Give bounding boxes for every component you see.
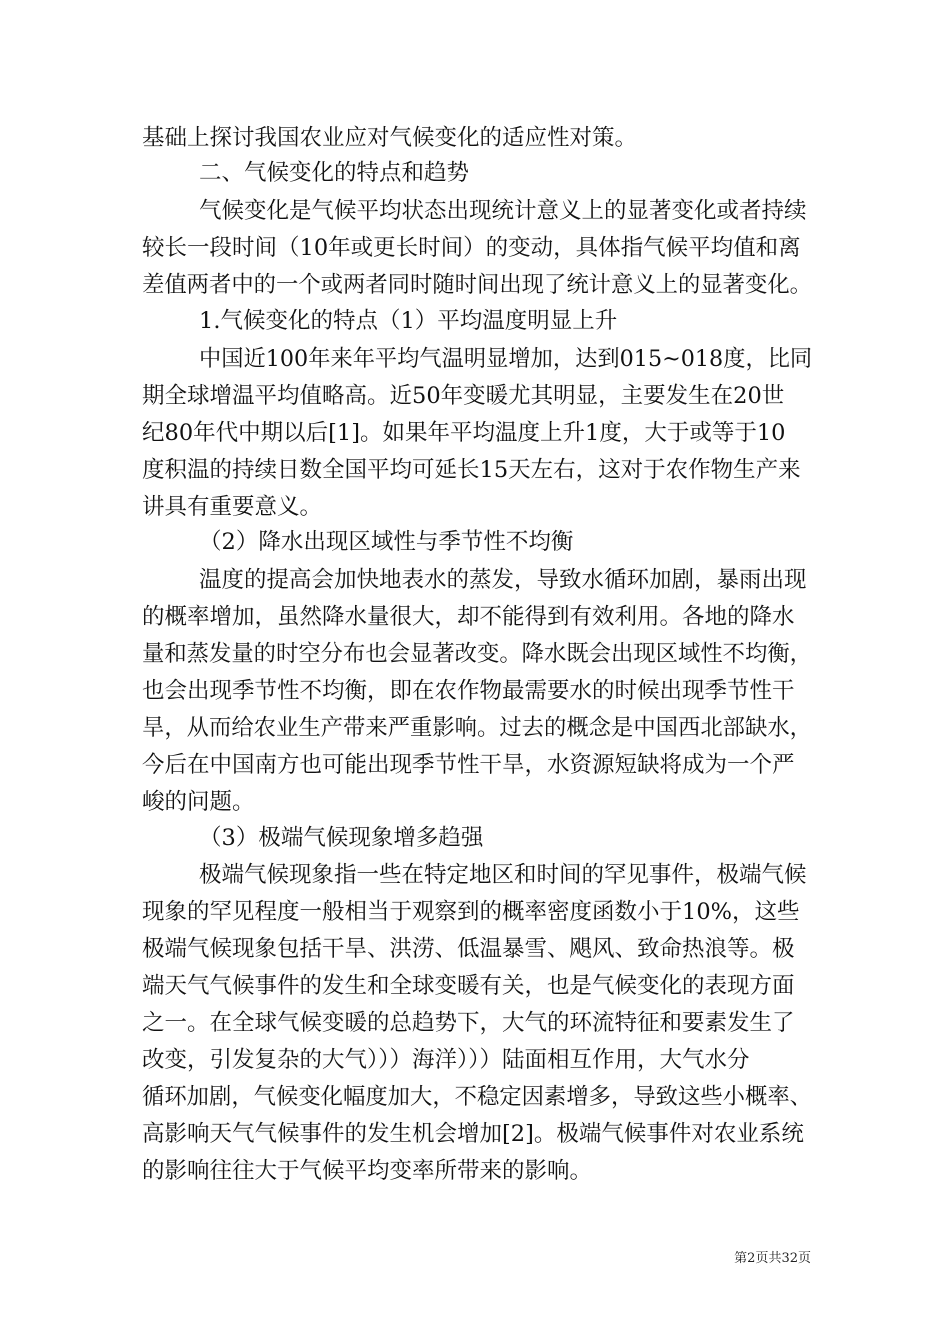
text-line: 气候变化是气候平均状态出现统计意义上的显著变化或者持续 — [199, 198, 807, 224]
page-number: 第2页共32页 — [734, 1251, 811, 1266]
text-line: 峻的问题。 — [142, 789, 255, 815]
text-line: 极端气候现象指一些在特定地区和时间的罕见事件，极端气候 — [199, 862, 807, 888]
text-line: 的概率增加，虽然降水量很大，却不能得到有效利用。各地的降水 — [142, 604, 795, 630]
text-line: 较长一段时间（10年或更长时间）的变动，具体指气候平均值和离 — [142, 235, 801, 261]
text-line: 量和蒸发量的时空分布也会显著改变。降水既会出现区域性不均衡， — [142, 641, 813, 667]
text-line: 循环加剧，气候变化幅度加大，不稳定因素增多，导致这些小概率、 — [142, 1084, 813, 1110]
text-line: 高影响天气气候事件的发生机会增加[2]。极端气候事件对农业系统 — [142, 1121, 804, 1147]
text-line: 温度的提高会加快地表水的蒸发，导致水循环加剧，暴雨出现 — [199, 567, 807, 593]
text-line: 差值两者中的一个或两者同时随时间出现了统计意义上的显著变化。 — [142, 272, 813, 298]
text-line: 也会出现季节性不均衡，即在农作物最需要水的时候出现季节性干 — [142, 678, 795, 704]
text-line: 之一。在全球气候变暖的总趋势下，大气的环流特征和要素发生了 — [142, 1010, 795, 1036]
text-line: 今后在中国南方也可能出现季节性干旱，水资源短缺将成为一个严 — [142, 752, 795, 778]
text-line: 纪80年代中期以后[1]。如果年平均温度上升1度，大于或等于10 — [142, 420, 786, 446]
text-line: 中国近100年来年平均气温明显增加，达到015~018度，比同 — [199, 346, 813, 372]
subsection-heading: （2）降水出现区域性与季节性不均衡 — [199, 529, 574, 555]
text-line: 极端气候现象包括干旱、洪涝、低温暴雪、飓风、致命热浪等。极 — [142, 936, 795, 962]
text-line: 改变，引发复杂的大气）））海洋）））陆面相互作用，大气水分 — [142, 1047, 750, 1073]
text-line: 的影响往往大于气候平均变率所带来的影响。 — [142, 1158, 593, 1184]
text-line: 旱，从而给农业生产带来严重影响。过去的概念是中国西北部缺水， — [142, 715, 813, 741]
text-line: 现象的罕见程度一般相当于观察到的概率密度函数小于10%，这些 — [142, 899, 800, 925]
subsection-heading: （3）极端气候现象增多趋强 — [199, 825, 484, 851]
text-line: 基础上探讨我国农业应对气候变化的适应性对策。 — [142, 125, 638, 151]
text-line: 讲具有重要意义。 — [142, 494, 323, 520]
section-heading: 二、气候变化的特点和趋势 — [199, 160, 470, 186]
text-line: 端天气气候事件的发生和全球变暖有关，也是气候变化的表现方面 — [142, 973, 795, 999]
text-line: 度积温的持续日数全国平均可延长15天左右，这对于农作物生产来 — [142, 457, 801, 483]
subsection-heading: 1.气候变化的特点（1）平均温度明显上升 — [199, 308, 618, 334]
text-line: 期全球增温平均值略高。近50年变暖尤其明显，主要发生在20世 — [142, 383, 785, 409]
